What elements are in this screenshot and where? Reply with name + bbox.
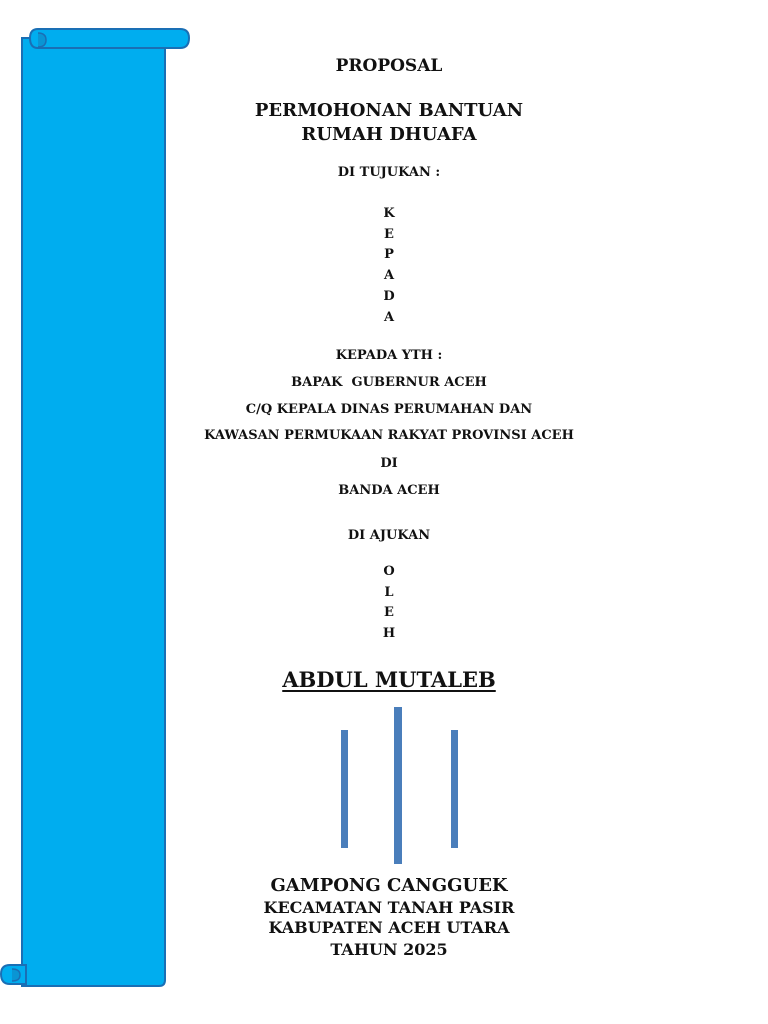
kepada-letter: A	[383, 268, 395, 283]
intro-text: DI TUJUKAN :	[337, 165, 441, 180]
kepada-letter: P	[384, 247, 394, 262]
kepada-letter: E	[384, 227, 394, 242]
recipient-city: BANDA ACEH	[338, 483, 440, 498]
oleh-letter: E	[384, 605, 394, 620]
recipient-line-3: KAWASAN PERMUKAAN RAKYAT PROVINSI ACEH	[204, 428, 574, 443]
year-label: TAHUN 2025	[330, 940, 448, 959]
oleh-letter: L	[384, 585, 394, 600]
recipient-line-1: BAPAK GUBERNUR ACEH	[291, 375, 487, 390]
oleh-letter: H	[382, 626, 396, 641]
regency-name: KABUPATEN ACEH UTARA	[268, 918, 510, 937]
district-name: KECAMATAN TANAH PASIR	[263, 898, 515, 917]
oleh-letter: O	[383, 564, 395, 579]
kepada-letter: K	[383, 206, 395, 221]
recipient-heading: KEPADA YTH :	[335, 348, 443, 363]
recipient-line-2: C/Q KEPALA DINAS PERUMAHAN DAN	[245, 402, 533, 417]
decorative-bar-center	[394, 707, 402, 864]
recipient-line-4: DI	[380, 456, 398, 471]
village-name: GAMPONG CANGGUEK	[270, 875, 508, 896]
subtitle-line-1: PERMOHONAN BANTUAN	[254, 100, 524, 121]
proposal-title: PROPOSAL	[335, 56, 443, 76]
subtitle-line-2: RUMAH DHUAFA	[301, 124, 477, 145]
decorative-bar-right	[451, 730, 458, 848]
submitted-label: DI AJUKAN	[347, 528, 431, 543]
kepada-letter: D	[383, 289, 395, 304]
kepada-letter: A	[383, 310, 395, 325]
decorative-bar-left	[341, 730, 348, 848]
applicant-name: ABDUL MUTALEB	[282, 667, 496, 692]
